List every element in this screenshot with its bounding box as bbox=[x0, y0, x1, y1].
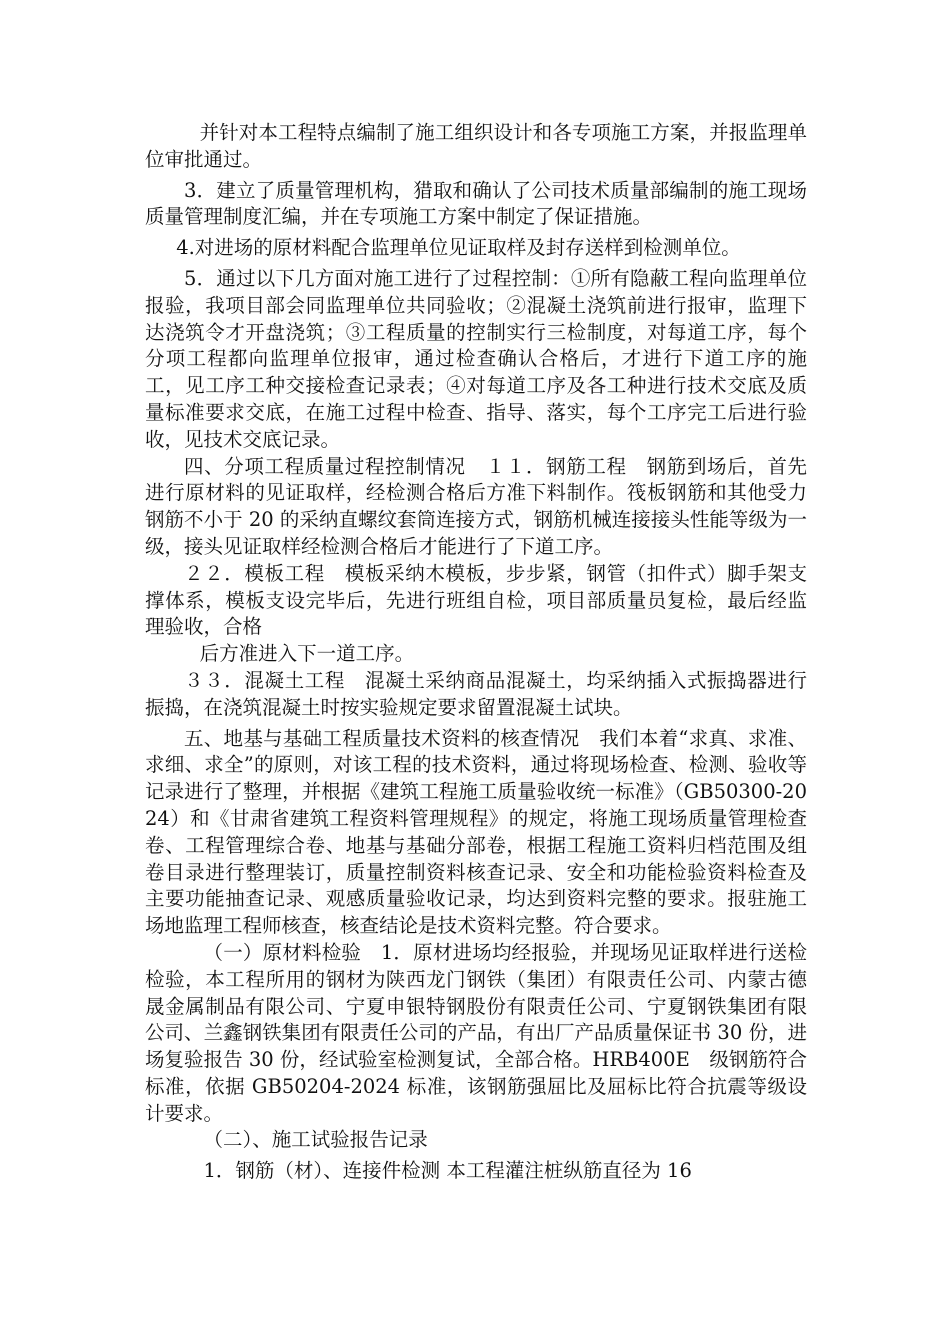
paragraph-formwork-continued: 后方准进入下一道工序。 bbox=[199, 642, 415, 666]
paragraph-rebar-connector-test: 1．钢筋（材）、连接件检测 本工程灌注桩纵筋直径为 16 bbox=[203, 1159, 692, 1183]
paragraph-section-five-records: 五、地基与基础工程质量技术资料的核查情况 我们本着“求真、求准、求细、求全”的原则，对该工程的技术资料，通过将现场检查、检测、验收等记录进行了整理，并根据《建筑工程施工质量验收统一标准》（GB50300-2024）和《甘肃省建筑工程资料管理规程》的规定，将施工现场质量管理检查卷、工程管理综合卷、地基与基础分部卷，根据工程施工资料归档范围及组卷目录进行整理装订，质量控制资料核查记录、安全和功能检验资料检查及主要功能抽查记录、观感质量验收记录，均达到资料完整的要求。报驻施工场地监理工程师核查，核查结论是技术资料完整。符合要求。 bbox=[145, 726, 807, 938]
paragraph-concrete: ３３．混凝土工程 混凝土采纳商品混凝土，均采纳插入式振捣器进行振捣，在浇筑混凝土时按实验规定要求留置混凝土试块。 bbox=[145, 668, 807, 719]
document-body bbox=[145, 120, 827, 1185]
paragraph-quality-organization: 3．建立了质量管理机构，猎取和确认了公司技术质量部编制的施工现场质量管理制度汇编，并在专项施工方案中制定了保证措施。 bbox=[145, 178, 807, 229]
paragraph-raw-material-inspection: （一）原材料检验 1．原材进场均经报验，并现场见证取样进行送检检验，本工程所用的钢材为陕西龙门钢铁（集团）有限责任公司、内蒙古德晟金属制品有限公司、宁夏申银特钢股份有限责任公司、宁夏钢铁集团有限公司、兰鑫钢铁集团有限责任公司的产品，有出厂产品质量保证书 30 份，进场复验报告 30 份，经试验室检测复试，全部合格。HRB400E 级钢筋符合 标准，依据 GB50204-2024 标准，该钢筋强屈比及屈标比符合抗震等级设计要求。 bbox=[145, 940, 827, 1125]
paragraph-section-four-rebar: 四、分项工程质量过程控制情况 １１．钢筋工程 钢筋到场后，首先进行原材料的见证取样，经检测合格后方准下料制作。筏板钢筋和其他受力钢筋不小于 20 的采纳直螺纹套筒连接方式，钢筋机械连接接头性能等级为一级，接头见证取样经检测合格后才能进行了下道工序。 bbox=[145, 454, 807, 558]
paragraph-process-control: 5．通过以下几方面对施工进行了过程控制：①所有隐蔽工程向监理单位报验，我项目部会同监理单位共同验收；②混凝土浇筑前进行报审，监理下达浇筑令才开盘浇筑；③工程质量的控制实行三检制度，对每道工序，每个分项工程都向监理单位报审，通过检查确认合格后，才进行下道工序的施工，见工序工种交接检查记录表；④对每道工序及各工种进行技术交底及质量标准要求交底，在施工过程中检查、指导、落实，每个工序完工后进行验收，见技术交底记录。 bbox=[145, 266, 807, 451]
paragraph-material-sampling: 4.对进场的原材料配合监理单位见证取样及封存送样到检测单位。 bbox=[176, 236, 741, 260]
paragraph-construction-plan: 并针对本工程特点编制了施工组织设计和各专项施工方案，并报监理单位审批通过。 bbox=[145, 121, 807, 171]
paragraph-formwork: ２２．模板工程 模板采纳木模板，步步紧，钢管（扣件式）脚手架支撑体系，模板支设完毕后，先进行班组自检，项目部质量员复检，最后经监理验收，合格 bbox=[145, 561, 807, 639]
paragraph-test-report-heading: （二）、施工试验报告记录 bbox=[203, 1128, 428, 1152]
